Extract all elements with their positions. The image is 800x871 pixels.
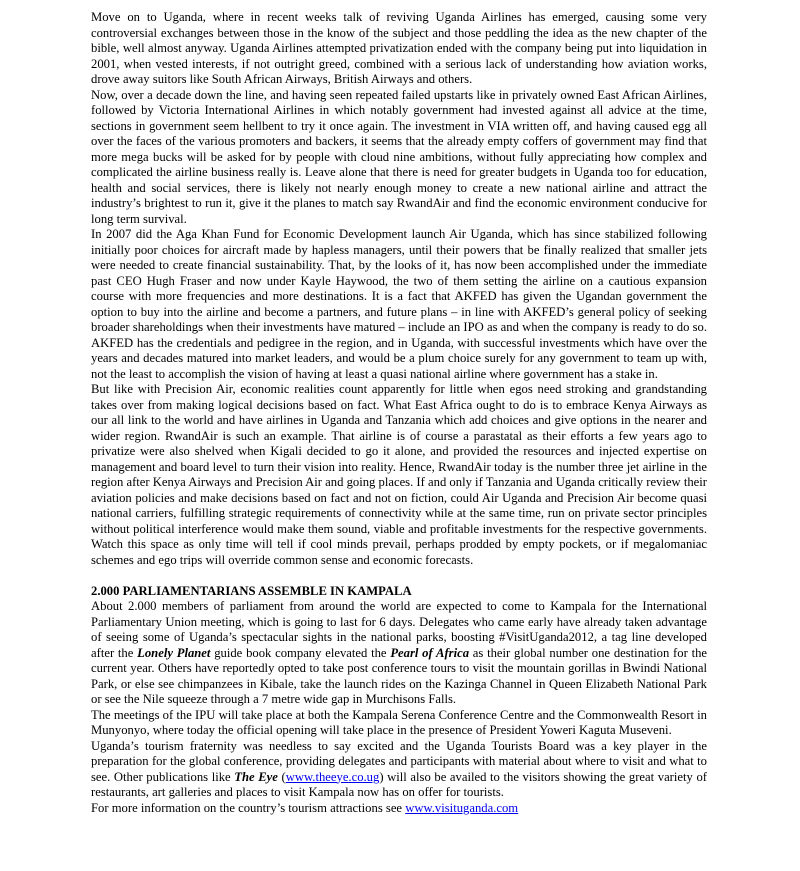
paragraph: But like with Precision Air, economic realities count apparently for little when egos need stroking and grandstanding takes over from making logical decisions based on fact. What East Africa ought to do is to embrace Kenya Airways as our all link to the world and have airlines in Uganda and Tanzania which add choices and give options in the nearer and wider region. RwandAir is such an example. That airline is of course a parastatal as their efforts a few years ago to privatize were also shelved when Kigali decided to go it alone, and provided the resources and injected expertise on management and board level to turn their vision into reality. Hence, RwandAir today is the number three jet airline in the region after Kenya Airways and Precision Air and going places. If and only if Tanzania and Uganda critically review their aviation policies and make decisions based on fact and not on fiction, could Air Uganda and Precision Air become quasi national carriers, fulfilling strategic requirements of connectivity while at the same time, run on private sector principles without political interference would make them sound, viable and profitable investments for the respective governments. Watch this space as only time will tell if cool minds prevail, perhaps prodded by empty pockets, or if megalomaniac schemes and ego trips will override common sense and economic forecasts. [91, 382, 707, 567]
text: guide book company elevated the [210, 645, 391, 660]
text: ) will also be availed to the visitors showing the great variety of restaurants, art galleries and places to visit Kampala now has on offer for tourists. [91, 769, 707, 799]
section-heading: 2.000 PARLIAMENTARIANS ASSEMBLE IN KAMPALA [91, 583, 412, 598]
document-page [91, 10, 707, 816]
publication-name: Lonely Planet [137, 645, 211, 660]
paragraph [91, 599, 707, 708]
paragraph: Move on to Uganda, where in recent weeks talk of reviving Uganda Airlines has emerged, causing some very controversial exchanges between those in the know of the subject and those peddling the idea as the new chapter of the bible, well almost anyway. Uganda Airlines attempted privatization ended with the company being put into liquidation in 2001, when vested interests, if not outright greed, combined with a serious lack of understanding how aviation works, drove away suitors like South African Airways, British Airways and others. [91, 10, 707, 86]
paragraph: In 2007 did the Aga Khan Fund for Economic Development launch Air Uganda, which has since stabilized following initially poor choices for aircraft made by hapless managers, until their powers that be finally realized that smaller jets were needed to create financial sustainability. That, by the looks of it, has now been accomplished under the immediate past CEO Hugh Fraser and now under Kayle Haywood, the two of them setting the airline on a cautious expansion course with more frequencies and more destinations. It is a fact that AKFED has given the Ugandan government the option to buy into the airline and become a partners, and future plans – in line with AKFED’s general policy of seeking broader shareholdings when their investments have matured – include an IPO as and when the company is ready to do so. AKFED has the credentials and pedigree in the region, and in Uganda, with successful investments which have over the years and decades matured into market leaders, and would be a plum choice surely for any government to team up with, not the least to accomplish the vision of having at least a quasi national airline where government has a stake in. [91, 227, 707, 381]
text: About 2.000 members of parliament from around the world are expected to come to Kampala for the International Parliamentary Union meeting, which is going to last for 6 days. Delegates who came early have already taken advantage of seeing some of Uganda’s spectacular sights in the national parks, boosting #VisitUganda2012, a tag line developed after the [91, 599, 707, 660]
text: For more information on the country’s tourism attractions see [91, 800, 406, 815]
text: ( [277, 769, 286, 784]
paragraph: Now, over a decade down the line, and having seen repeated failed upstarts like in privately owned East African Airlines, followed by Victoria International Airlines in which notably government had invested against all advice at the time, sections in government seem hellbent to try it once again. The investment in VIA written off, and having caused egg all over the faces of the various promoters and backers, it seems that the already empty coffers of government may find that more mega bucks will be asked for by people with cloud nine ambitions, without fully appreciating how complex and complicated the airline business really is. Leave alone that there is need for greater budgets in Uganda too for education, health and social services, there is likely not nearly enough money to create a new national airline and attract the industry’s brightest to run it, give it the planes to match say RwandAir and find the economic environment conducive for long term survival. [91, 87, 707, 226]
spacer [91, 568, 707, 584]
publication-name: The Eye [234, 769, 278, 784]
paragraph [91, 739, 707, 801]
paragraph [91, 801, 707, 817]
visituganda-link[interactable]: www.visituganda.com [405, 800, 519, 815]
text: Uganda’s tourism fraternity was needless to say excited and the Uganda Tourists Board was a key player in the preparation for the global conference, providing delegates and participants with material about where to visit and what to see. Other publications like [91, 738, 707, 784]
text: as their global number one destination for the current year. Others have reportedly opted to take post conference tours to visit the mountain gorillas in Bwindi National Park, or else see chimpanzees in Kibale, take the launch rides on the Kazinga Channel in Queen Elizabeth National Park or see the Nile squeeze through a 7 metre wide gap in Murchisons Falls. [91, 645, 708, 706]
theeye-link[interactable]: www.theeye.co.ug [285, 769, 380, 784]
paragraph: The meetings of the IPU will take place at both the Kampala Serena Conference Centre and the Commonwealth Resort in Munyonyo, where today the official opening will take place in the presence of President Yoweri Kaguta Museveni. [91, 707, 707, 737]
emphasis-text: Pearl of Africa [390, 645, 470, 660]
